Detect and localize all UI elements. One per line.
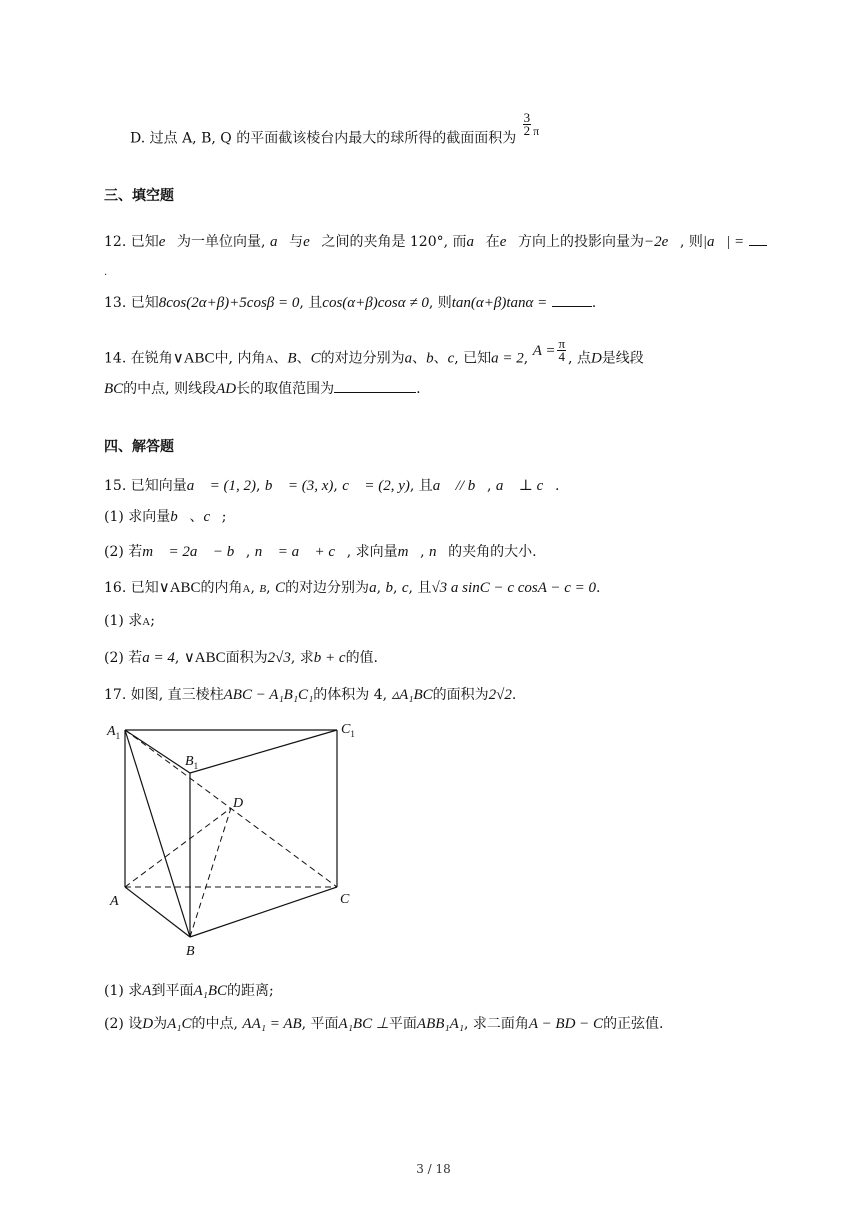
label-a: A: [110, 894, 119, 909]
question-16: 16. 已知∨ABC的内角A, B, C的对边分别为a, b, c, 且√3 a sinC − c cosA − c = 0.: [104, 580, 601, 596]
label-c: C: [340, 892, 350, 907]
question-16-part2: (2) 若a = 4, ∨ABC面积为2√3, 求b + c的值.: [104, 650, 379, 666]
question-15-part1: (1) 求向量b⃗、c⃗;: [104, 509, 227, 525]
three-halves-fraction: $\frac{3}{2}$: [523, 110, 531, 138]
section-heading-solutions: 四、解答题: [104, 439, 174, 455]
edge-a1-b: [125, 730, 190, 937]
edge-b1-c1: [190, 730, 337, 773]
question-12-tail: .: [104, 267, 108, 278]
edge-b-c: [190, 887, 337, 937]
question-16-part1: (1) 求A;: [104, 613, 155, 629]
label-a1: $A_1$: [107, 724, 121, 741]
pi-symbol: π: [533, 123, 540, 138]
question-14: 14. 在锐角∨ABC中, 内角A、B、C的对边分别为a、b、c, 已知a = 2, A = $\frac{\pi}{4}$ , 点D是线段: [104, 336, 644, 367]
section-heading-fill-in: 三、填空题: [104, 188, 174, 204]
answer-blank: [334, 378, 416, 393]
label-b: B: [186, 944, 195, 959]
question-15: 15. 已知向量a⃗ = (1, 2), b⃗ = (3, x), c⃗ = (2, y), 且a⃗ // b⃗, a⃗ ⊥ c⃗.: [104, 478, 560, 494]
answer-blank: [749, 231, 767, 246]
question-13: 13. 已知8cos(2α+β)+5cosβ = 0, 且cos(α+β)cosα ≠ 0, 则tan(α+β)tanα = .: [104, 292, 596, 313]
question-17-part2: (2) 设D为A₁C的中点, AA₁ = AB, 平面A₁BC ⊥平面ABB₁A₁, 求二面角A − BD − C的正弦值.: [104, 1016, 664, 1032]
question-15-part2: (2) 若m⃗ = 2a⃗ − b⃗, n⃗ = a⃗ + c⃗, 求向量m⃗, n⃗的夹角的大小.: [104, 544, 537, 560]
pi-over-4-fraction: $\frac{\pi}{4}$: [558, 336, 566, 364]
question-14-line2: BC的中点, 则线段AD长的取值范围为 .: [104, 378, 421, 399]
label-b1: $B_1$: [185, 754, 199, 771]
label-d: D: [233, 796, 244, 811]
answer-blank: [552, 292, 592, 307]
label-c1: $C_1$: [341, 722, 355, 739]
edge-a1-b1: [125, 730, 190, 773]
edge-b-d-hidden: [190, 808, 231, 937]
option-d: [130, 110, 540, 151]
edge-a-d-hidden: [125, 808, 231, 887]
option-d-text: D. 过点 A, B, Q 的平面截该棱台内最大的球所得的截面面积为: [130, 130, 517, 147]
question-12: 12. 已知e⃗为一单位向量, a⃗与e⃗之间的夹角是 120°, 而a⃗在e⃗方向上的投影向量为−2e⃗, 则|a⃗| =: [104, 231, 767, 252]
question-17-part1: (1) 求A到平面A₁BC的距离;: [104, 983, 274, 999]
norm-expression: |a⃗| =: [702, 234, 745, 250]
question-17: 17. 如图, 直三棱柱ABC − A₁B₁C₁的体积为 4, ▵A₁BC的面积为2√2.: [104, 687, 517, 703]
edge-a-b: [125, 887, 190, 937]
prism-figure: [100, 715, 360, 965]
page-number: 3 / 18: [416, 1162, 451, 1176]
